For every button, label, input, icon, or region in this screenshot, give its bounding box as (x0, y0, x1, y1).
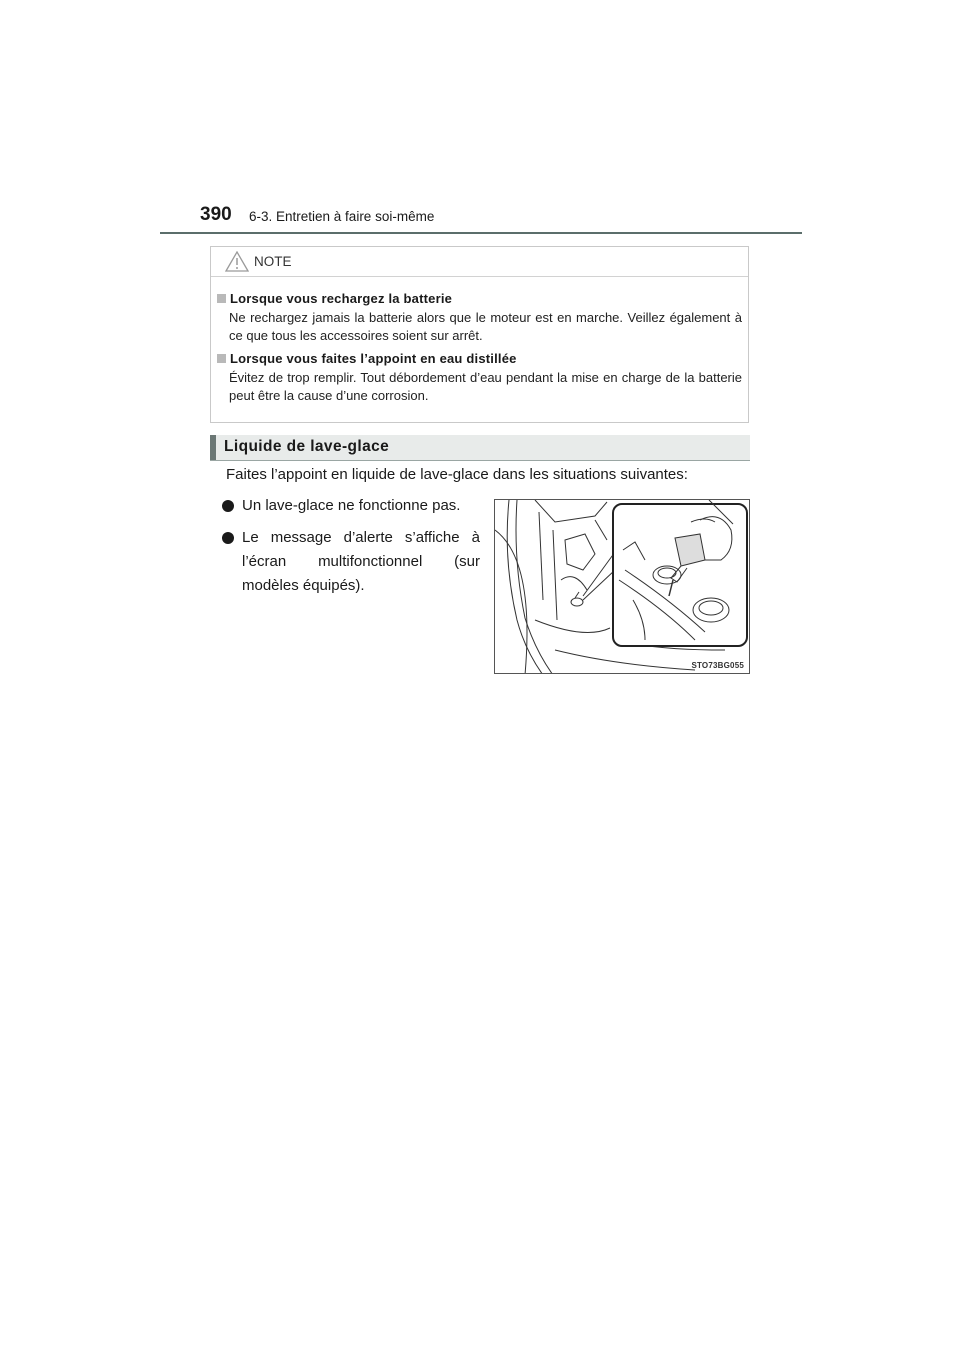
warning-triangle-icon (225, 251, 249, 272)
section-accent (210, 435, 216, 460)
note-title: NOTE (254, 254, 292, 269)
square-bullet-icon (217, 294, 226, 303)
section-heading-bar (210, 435, 750, 461)
note-item-text: Ne rechargez jamais la batterie alors que le moteur est en marche. Veillez également à ce que tous les accessoires soient sur arrêt. (229, 310, 742, 343)
page-number: 390 (200, 204, 232, 225)
figure-code: STO73BG055 (691, 661, 744, 670)
note-item (217, 291, 742, 345)
section-intro: Faites l’appoint en liquide de lave-glace dans les situations suivantes: (226, 466, 688, 483)
bullet-dot-icon (222, 532, 234, 544)
bullet-text: Un lave-glace ne fonctionne pas. (242, 497, 461, 514)
list-item (222, 494, 480, 518)
header-rule (160, 232, 802, 234)
note-item-heading: Lorsque vous rechargez la batterie (230, 291, 453, 306)
bullet-text: Le message d’alerte s’affiche à l’écran multifonctionnel (sur modèles équipés). (242, 529, 480, 594)
note-item-heading: Lorsque vous faites l’appoint en eau distillée (230, 351, 517, 366)
note-header (211, 247, 748, 277)
list-item (222, 526, 480, 598)
square-bullet-icon (217, 354, 226, 363)
bullet-dot-icon (222, 500, 234, 512)
section-label: 6-3. Entretien à faire soi-même (249, 209, 435, 224)
section-title: Liquide de lave-glace (224, 438, 390, 455)
bullet-list (222, 494, 480, 606)
engine-bay-drawing-icon (495, 500, 750, 674)
note-item-text: Évitez de trop remplir. Tout débordement d’eau pendant la mise en charge de la batterie peut être la cause d’une corrosion. (229, 370, 742, 403)
note-box (210, 246, 749, 423)
washer-fluid-illustration (494, 499, 750, 674)
note-item (217, 351, 742, 405)
